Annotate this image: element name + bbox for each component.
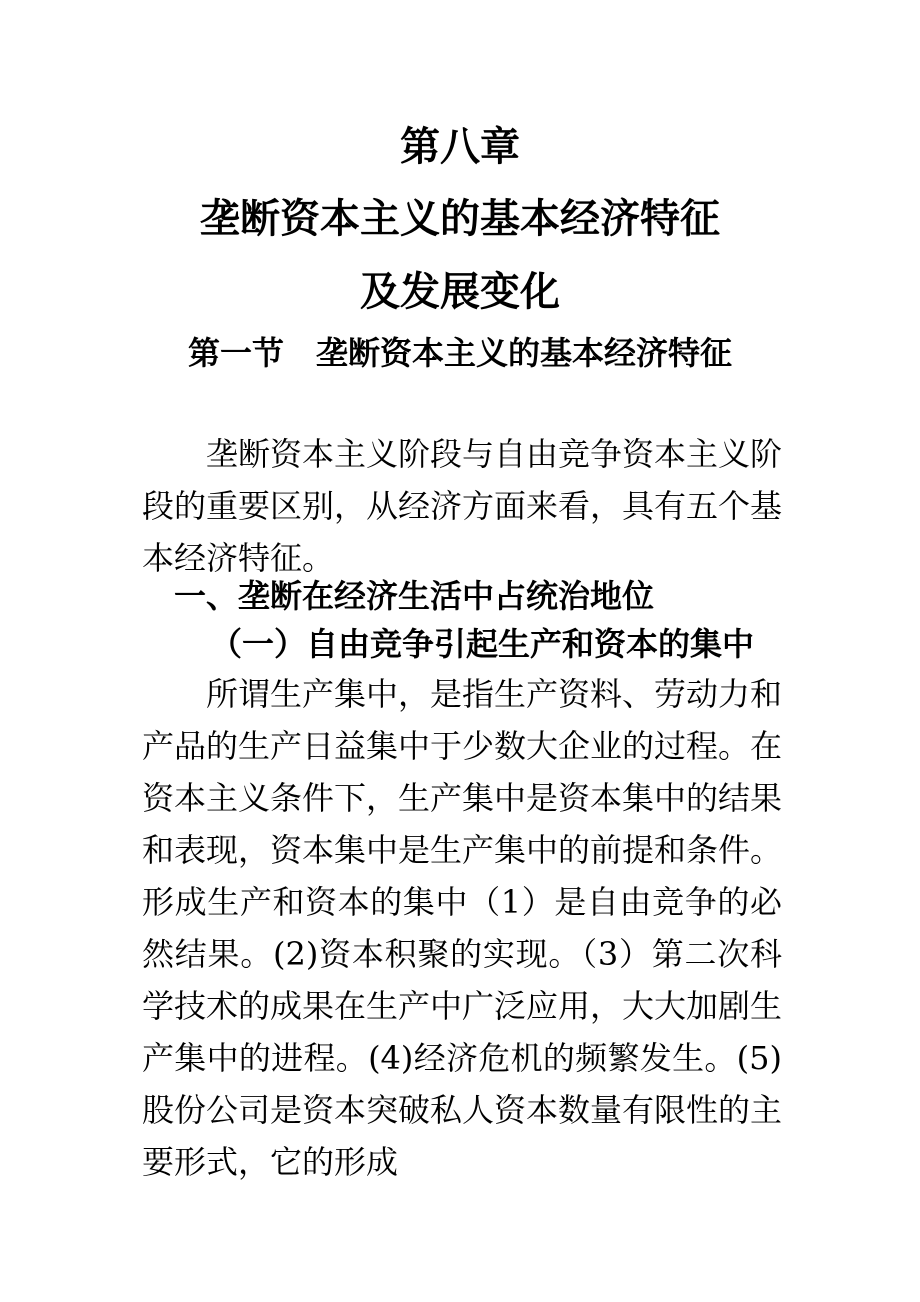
- chapter-title-line-2: 及发展变化: [360, 269, 560, 315]
- body-paragraph: 所谓生产集中，是指生产资料、劳动力和产品的生产日益集中于少数大企业的过程。在资本主义条件下，生产集中是资本集中的结果和表现，资本集中是生产集中的前提和条件。形成生产和资本的集中（1）是自由竞争的必然结果。(2)资本积聚的实现。（3）第二次科学技术的成果在生产中广泛应用，大大加剧生产集中的进程。(4)经济危机的频繁发生。(5)股份公司是资本突破私人资本数量有限性的主要形式，它的形成: [142, 675, 783, 1181]
- intro-paragraph: 垄断资本主义阶段与自由竞争资本主义阶段的重要区别，从经济方面来看，具有五个基本经济特征。: [142, 435, 783, 577]
- subheading-level-1: 一、垄断在经济生活中占统治地位: [174, 577, 655, 615]
- subheading-level-2: （一）自由竞争引起生产和资本的集中: [210, 625, 755, 663]
- chapter-heading: 第八章: [400, 124, 520, 170]
- chapter-title-line-1: 垄断资本主义的基本经济特征: [200, 196, 720, 242]
- section-number: 第一节: [187, 334, 284, 372]
- section-heading: [0, 331, 920, 375]
- section-title-text: 垄断资本主义的基本经济特征: [316, 334, 733, 372]
